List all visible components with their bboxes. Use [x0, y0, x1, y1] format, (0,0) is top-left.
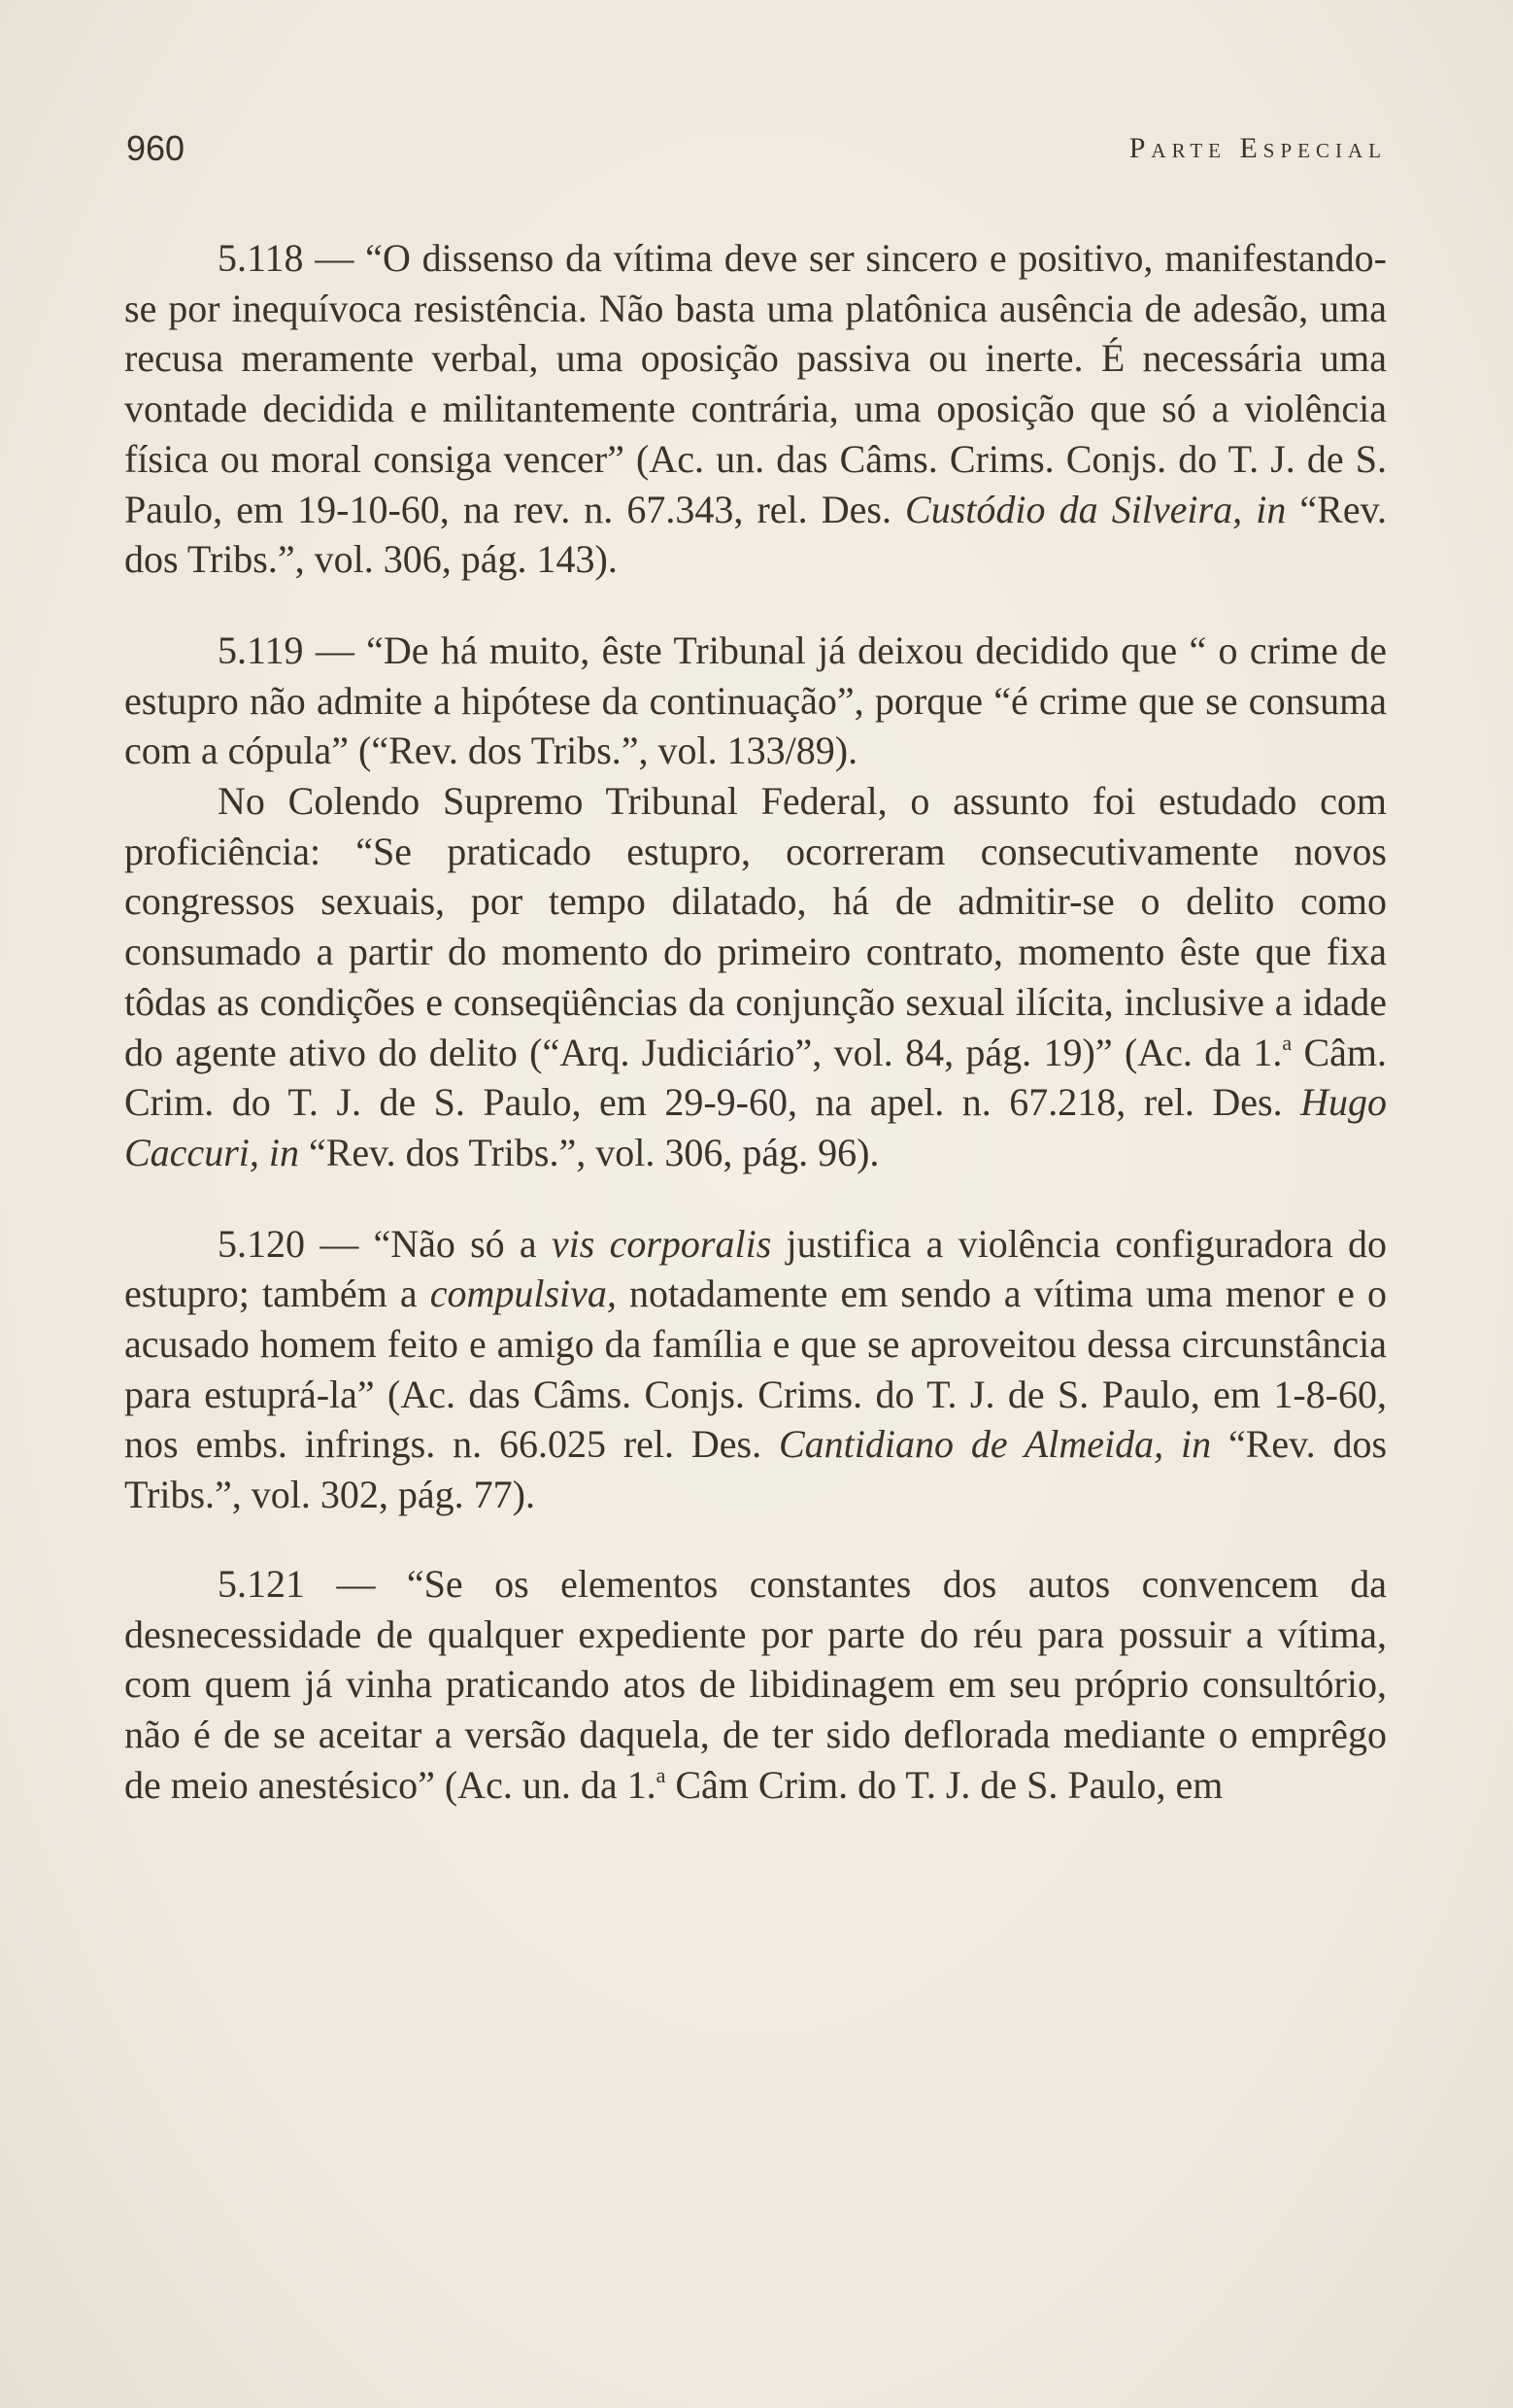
text-segment: notadamente em sendo a vítima uma menor e o acusado homem feito e amigo da família e que se aproveitou dessa circunstância para estuprá-la” (Ac. das Câms. Conjs. Crims. do T. J. de S. Paulo, em 1-8-60, nos embs. infrings. n. 66.025 rel. Des. [124, 1272, 1388, 1467]
running-title: Parte Especial [1128, 132, 1387, 164]
superscript: a [1282, 1030, 1293, 1055]
paragraph-5-121 [124, 1559, 1387, 1811]
text-segment-italic: Custódio da Silveira, in [905, 487, 1287, 531]
paragraph-5-119 [124, 626, 1387, 776]
text-segment: No Colendo Supremo Tribunal Federal, o assunto foi estudado com proficiência: “Se praticado estupro, ocorreram consecutivamente novos congressos sexuais, por tempo dilatado, há de admitir-se o delito como consumado a partir do momento do primeiro contrato, momento êste que fixa tôdas as condições e conseqüências da conjunção sexual ilícita, inclusive a idade do agente ativo do delito (“Arq. Judiciário”, vol. 84, pág. 19)” (Ac. da 1. [124, 779, 1387, 1074]
text-segment: justifica a violência configuradora do estupro; também a [124, 1221, 1387, 1316]
text-segment: 5.118 — “O dissenso da vítima deve ser sincero e positivo, manifestando-se por inequívoca resistência. Não basta uma platônica ausência de adesão, uma recusa meramente verbal, uma oposição passiva ou inerte. É necessária uma vontade decidida e militantemente contrária, uma oposição que só a violência física ou moral consiga vencer” (Ac. un. das Câms. Crims. Conjs. do T. J. de S. Paulo, em 19-10-60, na rev. n. 67.343, rel. Des. [124, 236, 1387, 531]
text-segment-italic: compulsiva, [429, 1272, 617, 1316]
paragraph-5-120 [124, 1219, 1387, 1520]
text-segment: 5.121 — “Se os elementos constantes dos autos convencem da desnecessidade de qualquer expediente por parte do réu para possuir a vítima, com quem já vinha praticando atos de libidinagem em seu próprio consultório, não é de se aceitar a versão daquela, de ter sido deflorada mediante o emprêgo de meio anestésico” (Ac. un. da 1. [124, 1561, 1387, 1807]
superscript: a [656, 1762, 666, 1787]
text-segment: “Rev. dos Tribs.”, vol. 306, pág. 143). [124, 487, 1388, 582]
text-segment: Câm Crim. do T. J. de S. Paulo, em [665, 1762, 1224, 1807]
text-segment: 5.120 — “Não só a [218, 1221, 552, 1266]
page-header [126, 128, 1387, 187]
paragraph-5-118 [124, 233, 1387, 585]
page-number: 960 [126, 128, 185, 168]
text-segment-italic: vis corporalis [551, 1221, 772, 1266]
text-segment: “Rev. dos Tribs.”, vol. 302, pág. 77). [124, 1422, 1388, 1517]
text-segment-italic: Hugo Caccuri, in [124, 1080, 1387, 1174]
paragraph-5-119-continuation [124, 776, 1387, 1178]
text-segment-italic: Cantidiano de Almeida, in [778, 1422, 1212, 1467]
text-segment: “Rev. dos Tribs.”, vol. 306, pág. 96). [298, 1130, 880, 1174]
page-body [124, 233, 1387, 1810]
text-segment: 5.119 — “De há muito, êste Tribunal já deixou decidido que “ o crime de estupro não admite a hipótese da continuação”, porque “é crime que se consuma com a cópula” (“Rev. dos Tribs.”, vol. 133/89). [124, 627, 1387, 773]
text-segment: Câm. Crim. do T. J. de S. Paulo, em 29-9-60, na apel. n. 67.218, rel. Des. [124, 1030, 1387, 1125]
